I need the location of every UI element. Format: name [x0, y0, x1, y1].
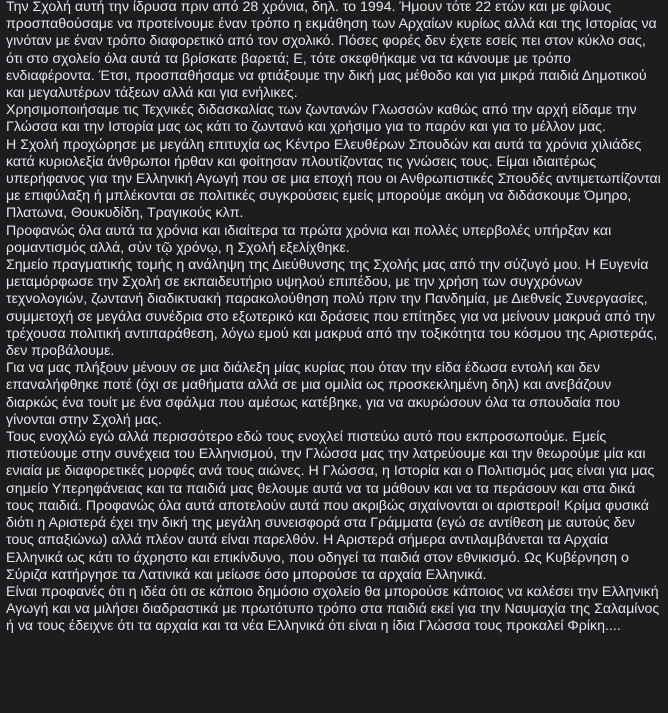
paragraph-direction-change: Σημείο πραγματικής τομής η ανάληψη της Διεύθυνσης της Σχολής μας από την σύζυγό μου. Η Ευγενία μεταμόρφωσε την Σχολή σε εκπαιδευτήριο υψηλού επιπέδου, με την χρήση των συγχρόνων τεχνολογιών, ζωντανή διαδικτυακή παρακολούθηση πολύ πριν την Πανδημία, με Διεθνείς Συνεργασίες, συμμετοχή σε μεγάλα συνέδρια στο εξωτερικό και δράσεις που επίτηδες για να μείνουν μακρυά από την τρέχουσα πολιτική αντιπαράθεση, λόγω εμού και μακρυά από την τοξικότητα του κόσμου της Αριστεράς, δεν προβάλουμε. — [6, 257, 658, 360]
paragraph-school-success: Η Σχολή προχώρησε με μεγάλη επιτυχία ως Κέντρο Ελευθέρων Σπουδών και αυτά τα χρόνια χιλιάδες κατά κυριολεξία άνθρωποι ήρθαν και φοίτησαν πλουτίζοντας τις γνώσεις τους. Είμαι ιδιαιτέρως υπερήφανος για την Ελληνική Αγωγή που σε μια εποχή που οι Ανθρωπιστικές Σπουδές αντιμετωπίζονται με επιφύλαξη ή μπλέκονται σε πολιτικές συγκρούσεις εμείς μπορούμε ακόμη να διδάσκουμε Όμηρο, Πλατωνα, Θουκυδίδη, Τραγικούς κλπ. — [6, 136, 661, 222]
paragraph-teaching-methods: Χρησιμοποιήσαμε τις Τεχνικές διδασκαλίας των ζωντανών Γλωσσών καθώς από την αρχή είδαμε την Γλώσσα και την Ιστορία μας ως κάτι το ζωντανό και χρήσιμο για το παρόν και για το μέλλον μας. — [6, 102, 637, 136]
paragraph-evolution: Προφανώς όλα αυτά τα χρόνια και ιδιαίτερα τα πρώτα χρόνια και πολλές υπερβολές υπήρξαν και ρομαντισμός αλλά, σὺν τῷ χρόνῳ, η Σχολή εξελίχθηκε. — [6, 222, 612, 256]
paragraph-values: Τους ενοχλώ εγώ αλλά περισσότερο εδώ τους ενοχλεί πιστεύω αυτό που εκπροσωπούμε. Εμείς πιστεύουμε στην συνέχεια του Ελληνισμού, την Γλώσσα μας την λατρεύουμε και την θεωρούμε μία και ενιαία με διαφορετικές μορφές ανά τους αιώνες. Η Γλώσσα, η Ιστορία και ο Πολιτισμός μας είναι για μας σημείο Υπερηφάνειας και τα παιδιά μας θελουμε αυτά να τα μάθουν και να τα περάσουν και στα δικά τους παιδιά. Προφανώς όλα αυτά αποτελούν αυτά που ακριβώς σιχαίνονται οι αριστεροί! Κρίμα φυσικά διότι η Αριστερά έχει την δική της μεγάλη συνεισφορά στα Γράμματα (εγώ σε αντίθεση με αυτούς δεν τους απαξιώνω) αλλά πλέον αυτά είναι παρελθόν. Η Αριστερά σήμερα αντιλαμβάνεται τα Αρχαία Ελληνικά ως κάτι το άχρηστο και επικίνδυνο, που οδηγεί τα παιδιά στον εθνικισμό. Ως Κυβέρνηση ο Σύριζα κατήργησε τα Λατινικά και μείωσε όσο μπορούσε τα αρχαία Ελληνικά. — [6, 429, 655, 583]
post-body — [6, 0, 662, 636]
paragraph-criticism: Για να μας πλήξουν μένουν σε μια διάλεξη μίας κυρίας που όταν την είδα έδωσα εντολή και δεν επαναλήφθηκε ποτέ (όχι σε μαθήματα αλλά σε μια ομιλία ως προσκεκλημένη δηλ) και ανεβάζουν διαρκώς ένα τουίτ με ένα σφάλμα που αμέσως κατέβηκε, για να ακυρώσουν όλα τα σπουδαία που γίνονται στην Σχολή μας. — [6, 360, 620, 428]
paragraph-conclusion: Είναι προφανές ότι η ιδέα ότι σε κάποιο δημόσιο σχολείο θα μπορούσε κάποιος να καλέσει την Ελληνική Αγωγή και να μιλήσει διαδραστικά με πρωτότυπο τρόπο στα παιδιά εκεί για την Ναυμαχία της Σαλαμίνος ή να τους έδειχνε ότι τα αρχαία και τα νέα Ελληνικά ότι είναι η ίδια Γλώσσα τους προκαλεί Φρίκη.... — [6, 583, 660, 635]
paragraph-founding: Την Σχολή αυτή την ίδρυσα πριν από 28 χρόνια, δηλ. το 1994. Ήμουν τότε 22 ετών και με φίλους προσπαθούσαμε να προτείνουμε έναν τρόπο η εκμάθηση των Αρχαίων κυρίως αλλά και της Ιστορίας να γινόταν με έναν τρόπο διαφορετικό από τον σχολικό. Πόσες φορές δεν έχετε εσείς πει στον κύκλο σας, ότι στο σχολείο όλα αυτά τα βρίσκατε βαρετά; Ε, τότε σκεφθήκαμε να τα κάνουμε με τρόπο ενδιαφέροντα. Έτσι, προσπαθήσαμε να φτιάξουμε την δική μας μέθοδο και για μικρά παιδιά Δημοτικού και μεγαλυτέρων τάξεων αλλά και για ενήλικες. — [6, 0, 657, 102]
